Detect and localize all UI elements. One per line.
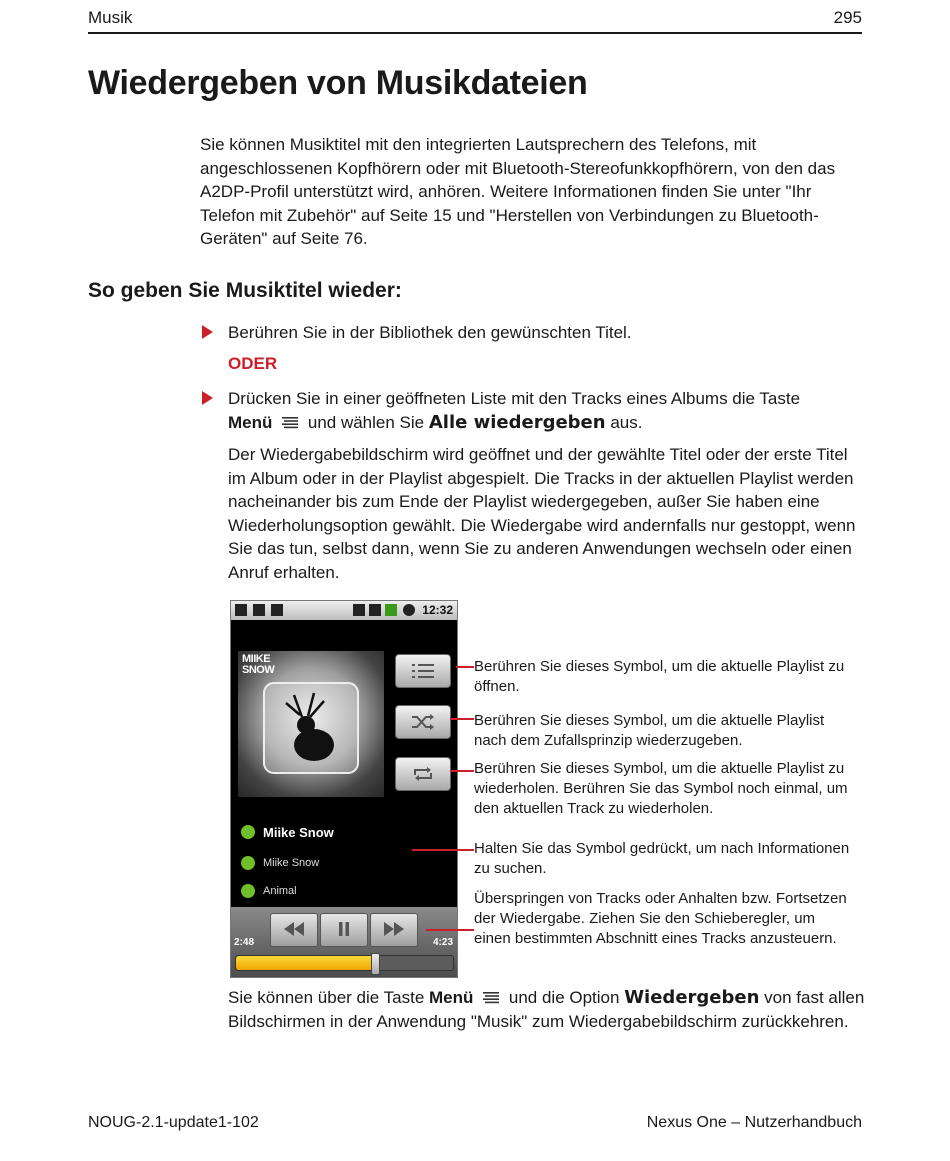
menu-icon — [482, 991, 500, 1005]
subheading: So geben Sie Musiktitel wieder: — [88, 279, 402, 302]
section-name: Musik — [88, 8, 133, 27]
callout-line-info — [412, 849, 474, 851]
running-header — [88, 6, 862, 34]
track-name: Animal — [263, 885, 297, 897]
closing-prefix: Sie können über die Taste — [228, 988, 425, 1007]
closing-paragraph — [228, 986, 868, 1033]
menu-icon — [281, 416, 299, 430]
shuffle-button[interactable] — [395, 705, 451, 739]
album-row[interactable] — [241, 852, 319, 874]
callout-line-repeat — [450, 770, 474, 772]
album-art — [238, 651, 384, 797]
wifi-icon — [353, 604, 365, 616]
callout-repeat: Berühren Sie dieses Symbol, um die aktuelle Playlist zu wiederholen. Berühren Sie das Symbol noch einmal, um den aktuellen Track zu wiederholen. — [474, 760, 848, 817]
fast-forward-icon — [384, 922, 404, 936]
callout-info: Halten Sie das Symbol gedrückt, um nach Informationen zu suchen. — [474, 840, 850, 877]
bullet-arrow-icon — [202, 391, 213, 405]
previous-button[interactable] — [270, 913, 318, 947]
signal-icon — [369, 604, 381, 616]
playlist-button[interactable] — [395, 654, 451, 688]
warning-icon — [235, 604, 247, 616]
callout-line-playlist — [456, 666, 474, 668]
album-art-text: MIIKE SNOW — [242, 653, 275, 676]
pause-button[interactable] — [320, 913, 368, 947]
bullet-arrow-icon — [202, 325, 213, 339]
option-wiedergeben: Wiedergeben — [624, 987, 760, 1008]
step-2-suffix: aus. — [610, 412, 643, 432]
microphone-icon — [241, 825, 255, 839]
shuffle-icon — [412, 714, 434, 730]
intro-paragraph: Sie können Musiktitel mit den integrierten Lautsprechern des Telefons, mit angeschlossenen Kopfhörern oder mit Bluetooth-Stereofunkkopfhörern, von den das A2DP-Profil unterstützt wird, anhören. Weitere Informationen finden Sie unter "Ihr Telefon mit Zubehör" auf Seite 15 und "Herstellen von Verbindungen zu Bluetooth-Geräten" auf Seite 76. — [200, 135, 836, 248]
option-alle-wiedergeben: Alle wiedergeben — [428, 411, 606, 433]
pause-icon — [334, 922, 354, 936]
elapsed-time: 2:48 — [234, 937, 255, 948]
closing-suffix: von fast allen Bildschirmen in der Anwendung "Musik" zum Wiedergabebildschirm zurückkehren. — [228, 988, 865, 1031]
playback-controls — [231, 907, 457, 977]
album-name: Miike Snow — [263, 857, 320, 869]
album-art-graphic — [256, 673, 366, 783]
step-2-middle: und wählen Sie — [307, 412, 425, 432]
play-status-icon — [271, 604, 283, 616]
usb-icon — [253, 604, 265, 616]
album-disc-icon — [241, 856, 255, 870]
closing-middle: und die Option — [508, 988, 620, 1007]
rewind-icon — [284, 922, 304, 936]
callout-line-controls — [426, 929, 474, 931]
playback-screenshot — [230, 600, 458, 978]
menu-key-label: Menü — [429, 988, 474, 1007]
playlist-icon — [412, 663, 434, 679]
step-2-prefix: Drücken Sie in einer geöffneten Liste mit den Tracks eines Albums die Taste — [228, 389, 801, 408]
footer-doc-id: NOUG-2.1-update1-102 — [88, 1114, 259, 1131]
status-bar — [231, 601, 457, 620]
callout-playlist: Berühren Sie dieses Symbol, um die aktuelle Playlist zu öffnen. — [474, 658, 845, 695]
alarm-icon — [403, 604, 415, 616]
status-time: 12:32 — [422, 603, 453, 617]
step-1: Berühren Sie in der Bibliothek den gewünschten Titel. — [228, 323, 632, 342]
page-number: 295 — [833, 8, 862, 27]
progress-slider[interactable] — [235, 955, 454, 971]
callout-shuffle: Berühren Sie dieses Symbol, um die aktuelle Playlist nach dem Zufallsprinzip wiederzugeben. — [474, 712, 825, 749]
description-paragraph: Der Wiedergabebildschirm wird geöffnet und der gewählte Titel oder der erste Titel im Album oder in der Playlist abgespielt. Die Tracks in der aktuellen Playlist werden nacheinander bis zum Ende der Playlist wiedergegeben, außer Sie haben eine Wiederholungsoption gewählt. Die Wiedergabe wird andernfalls nur gestoppt, wenn Sie das tun, selbst dann, wenn Sie zu anderen Anwendungen wechseln oder einen Anruf erhalten. — [228, 445, 856, 582]
slider-thumb[interactable] — [371, 953, 380, 975]
callout-line-shuffle — [450, 718, 474, 720]
step-2 — [228, 387, 868, 434]
music-note-icon — [241, 884, 255, 898]
footer-manual-title: Nexus One – Nutzerhandbuch — [646, 1114, 862, 1131]
battery-icon — [385, 604, 397, 616]
menu-key-label: Menü — [228, 412, 273, 432]
progress-fill — [236, 956, 375, 970]
repeat-icon — [412, 766, 434, 782]
oder-label: ODER — [228, 354, 278, 373]
track-row[interactable] — [241, 880, 297, 902]
page-title: Wiedergeben von Musikdateien — [88, 64, 588, 102]
callout-controls: Überspringen von Tracks oder Anhalten bzw. Fortsetzen der Wiedergabe. Ziehen Sie den Schieberegler, um einen bestimmten Abschnitt eines Tracks anzusteuern. — [474, 890, 847, 947]
artist-name: Miike Snow — [263, 824, 334, 840]
next-button[interactable] — [370, 913, 418, 947]
total-duration: 4:23 — [432, 937, 453, 948]
repeat-button[interactable] — [395, 757, 451, 791]
artist-row[interactable] — [241, 821, 334, 843]
